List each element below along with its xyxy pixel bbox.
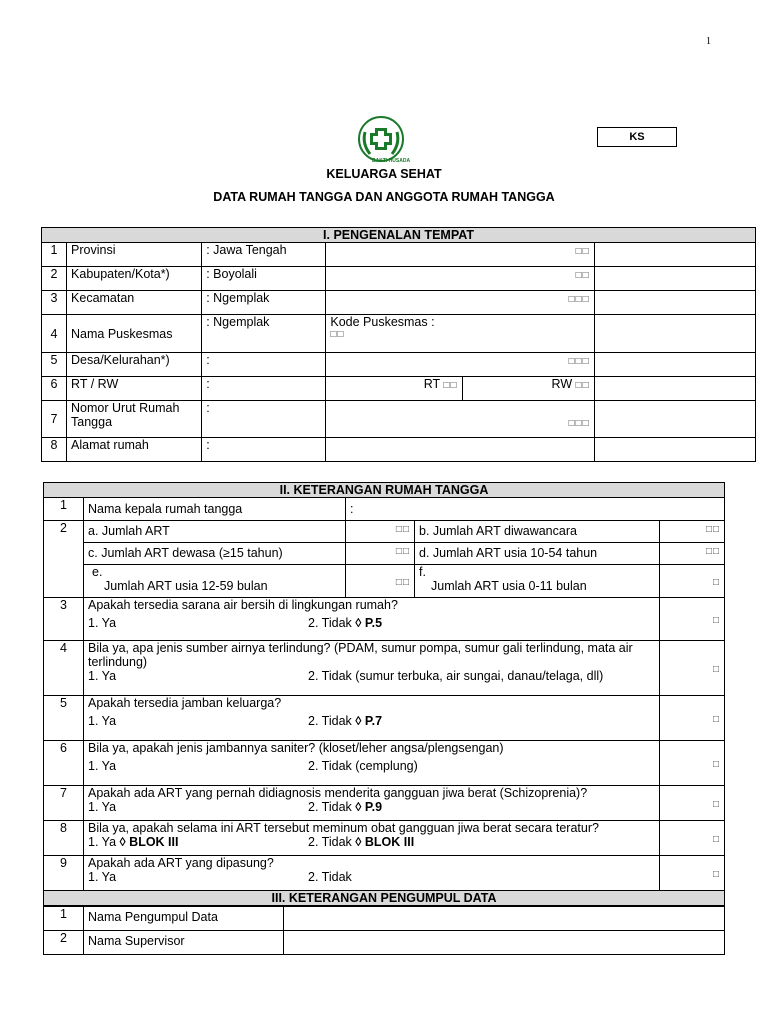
row-number: 7 [42, 401, 67, 438]
field-b: b. Jumlah ART diwawancara [415, 521, 660, 543]
supervisor-input[interactable] [284, 931, 725, 955]
field-f-letter: f. [419, 565, 426, 579]
option-ya[interactable]: 1. Ya [88, 616, 117, 630]
row-number: 3 [44, 598, 84, 641]
answer-box[interactable]: □ [712, 869, 721, 880]
code-boxes: □□□ [568, 294, 590, 305]
rw-label: RW [551, 377, 573, 391]
code-boxes: □□ [705, 546, 721, 557]
row-number: 3 [42, 291, 67, 315]
pengumpul-data-input[interactable] [284, 907, 725, 931]
code-boxes: □□ [575, 270, 590, 281]
option-tidak[interactable]: 2. Tidak ◊ P.5 [308, 616, 383, 630]
question-text: Bila ya, apa jenis sumber airnya terlindung? (PDAM, sumur pompa, sumur gali terlindung, mata air terlindung) [88, 641, 633, 669]
answer-box[interactable]: □ [712, 664, 721, 675]
ks-box: KS [597, 127, 677, 147]
answer-cell[interactable] [594, 291, 755, 315]
row-value: : [202, 438, 326, 462]
option-tidak[interactable]: 2. Tidak [308, 870, 352, 884]
row-number: 2 [42, 267, 67, 291]
row-number: 2 [44, 521, 84, 598]
row-number: 7 [44, 786, 84, 821]
code-boxes: □□ [395, 577, 410, 588]
row-label: Nama Pengumpul Data [84, 907, 284, 931]
option-tidak[interactable]: 2. Tidak ◊ BLOK III [308, 835, 415, 849]
row-value: : [202, 401, 326, 438]
question-text: Bila ya, apakah selama ini ART tersebut meminum obat gangguan jiwa berat secara teratur? [88, 821, 599, 835]
title-keluarga-sehat: KELUARGA SEHAT [326, 167, 442, 181]
row-number: 6 [44, 741, 84, 786]
row-label: RT / RW [67, 377, 202, 401]
question-text: Apakah tersedia sarana air bersih di lingkungan rumah? [88, 598, 398, 612]
answer-cell[interactable] [594, 401, 755, 438]
rt-label: RT [423, 377, 440, 391]
answer-box[interactable]: □ [712, 615, 721, 626]
row-number: 1 [42, 243, 67, 267]
option-ya[interactable]: 1. Ya ◊ BLOK III [88, 835, 179, 849]
kode-puskesmas-label: Kode Puskesmas : [330, 315, 435, 329]
question-text: Apakah ada ART yang pernah didiagnosis menderita gangguan jiwa berat (Schizoprenia)? [88, 786, 588, 800]
answer-box[interactable]: □ [712, 759, 721, 770]
code-boxes: □□ [330, 329, 345, 340]
row-number: 6 [42, 377, 67, 401]
row-number: 8 [44, 821, 84, 856]
row-label: Kecamatan [67, 291, 202, 315]
field-e: Jumlah ART usia 12-59 bulan [104, 579, 268, 593]
bakti-husada-logo [356, 114, 406, 164]
answer-cell[interactable] [594, 315, 755, 353]
option-ya[interactable]: 1. Ya [88, 669, 117, 683]
option-ya[interactable]: 1. Ya [88, 759, 117, 773]
row-value: : Jawa Tengah [202, 243, 326, 267]
answer-cell[interactable] [594, 243, 755, 267]
code-boxes: □□ [395, 524, 410, 535]
section1-table [41, 227, 756, 462]
answer-cell[interactable] [594, 267, 755, 291]
option-ya[interactable]: 1. Ya [88, 870, 117, 884]
option-tidak[interactable]: 2. Tidak (sumur terbuka, air sungai, danau/telaga, dll) [308, 669, 604, 683]
kepala-rumah-tangga-value[interactable]: : [346, 498, 725, 521]
question-text: Bila ya, apakah jenis jambannya saniter? (kloset/leher angsa/plengsengan) [88, 741, 504, 755]
row-label: Provinsi [67, 243, 202, 267]
question-text: Apakah ada ART yang dipasung? [88, 856, 274, 870]
row-number: 4 [42, 315, 67, 353]
answer-cell[interactable] [594, 438, 755, 462]
section3-table [43, 906, 725, 955]
answer-box[interactable]: □ [712, 714, 721, 725]
answer-box[interactable]: □ [712, 834, 721, 845]
section2-table [43, 482, 725, 906]
row-label: Alamat rumah [67, 438, 202, 462]
option-ya[interactable]: 1. Ya [88, 714, 117, 728]
row-number: 8 [42, 438, 67, 462]
row-label: Nomor Urut Rumah Tangga [67, 401, 202, 438]
option-ya[interactable]: 1. Ya [88, 800, 117, 814]
section1-header: I. PENGENALAN TEMPAT [42, 228, 756, 243]
code-boxes: □□ [443, 380, 458, 391]
code-boxes: □□□ [568, 356, 590, 367]
answer-cell[interactable] [594, 353, 755, 377]
row-number: 2 [44, 931, 84, 955]
field-a: a. Jumlah ART [84, 521, 346, 543]
row-value: : [202, 377, 326, 401]
row-value: : Boyolali [202, 267, 326, 291]
code-boxes: □□ [395, 546, 410, 557]
title-data-rumah-tangga: DATA RUMAH TANGGA DAN ANGGOTA RUMAH TANGGA [213, 190, 555, 204]
row-number: 5 [44, 696, 84, 741]
field-d: d. Jumlah ART usia 10-54 tahun [415, 543, 660, 565]
row-number: 5 [42, 353, 67, 377]
field-e-letter: e. [92, 565, 103, 579]
option-tidak[interactable]: 2. Tidak ◊ P.9 [308, 800, 383, 814]
row-value: : [202, 353, 326, 377]
row-number: 1 [44, 907, 84, 931]
row-label: Nama Supervisor [84, 931, 284, 955]
page-number: 1 [706, 36, 711, 47]
field-c: c. Jumlah ART dewasa (≥15 tahun) [84, 543, 346, 565]
row-label: Desa/Kelurahan*) [67, 353, 202, 377]
row-label: Nama kepala rumah tangga [84, 498, 346, 521]
row-number: 4 [44, 641, 84, 696]
option-tidak[interactable]: 2. Tidak ◊ P.7 [308, 714, 383, 728]
code-boxes: □□ [575, 246, 590, 257]
row-label: Nama Puskesmas [67, 315, 202, 353]
code-boxes: □ [712, 577, 721, 588]
question-text: Apakah tersedia jamban keluarga? [88, 696, 282, 710]
logo-caption: BAKTI HUSADA [372, 158, 411, 164]
section2-header: II. KETERANGAN RUMAH TANGGA [44, 483, 725, 498]
row-label: Kabupaten/Kota*) [67, 267, 202, 291]
answer-box[interactable]: □ [712, 799, 721, 810]
section3-header: III. KETERANGAN PENGUMPUL DATA [44, 891, 725, 906]
code-boxes: □□□ [568, 418, 590, 429]
row-number: 9 [44, 856, 84, 891]
code-boxes: □□ [575, 380, 590, 391]
field-f: Jumlah ART usia 0-11 bulan [431, 579, 587, 593]
option-tidak[interactable]: 2. Tidak (cemplung) [308, 759, 418, 773]
code-boxes: □□ [705, 524, 721, 535]
row-number: 1 [44, 498, 84, 521]
answer-cell[interactable] [594, 377, 755, 401]
row-value: : Ngemplak [202, 315, 326, 353]
row-value: : Ngemplak [202, 291, 326, 315]
